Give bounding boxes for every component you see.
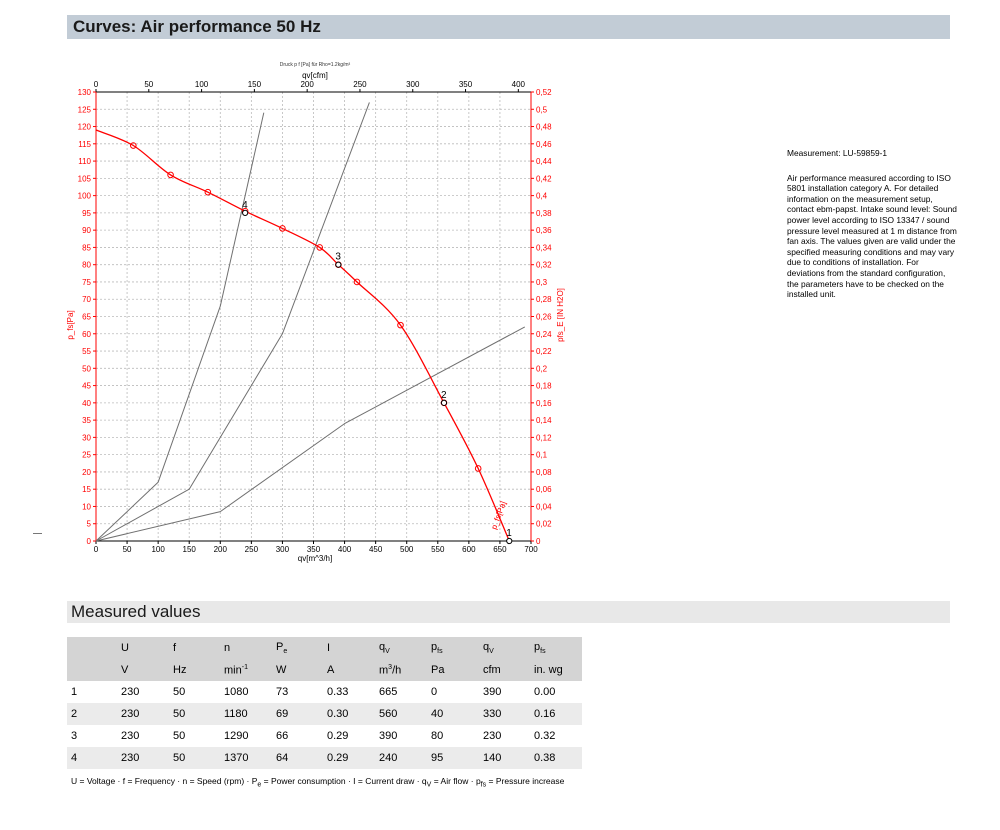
table-cell: 4	[67, 747, 117, 769]
y-left-tick-label: 115	[78, 139, 91, 149]
y-right-tick-label: 0,24	[536, 329, 552, 339]
y-right-tick-label: 0,48	[536, 122, 552, 132]
table-cell: 50	[169, 725, 220, 747]
operating-point-marker	[243, 210, 248, 215]
table-units-cell: $\min^{-1}$	[220, 659, 272, 681]
y-left-tick-label: 20	[82, 467, 91, 477]
y-right-tick-label: 0,46	[536, 139, 552, 149]
operating-point-label: 4	[242, 199, 248, 211]
y-left-tick-label: 80	[82, 260, 91, 270]
table-units-row	[67, 659, 582, 681]
y-right-tick-label: 0	[536, 537, 541, 546]
table-cell: 230	[117, 747, 169, 769]
table-cell: 230	[479, 725, 530, 747]
x-top-tick-label: 0	[93, 80, 99, 89]
y-right-tick-label: 0,06	[536, 485, 552, 495]
table-units-cell: in. wg	[530, 659, 582, 681]
measurement-id: Measurement: LU-59859-1	[787, 148, 888, 158]
table-cell: 0.29	[323, 725, 375, 747]
x-bottom-tick-label: 100	[151, 545, 165, 554]
y-left-tick-label: 95	[82, 208, 91, 218]
table-cell: 230	[117, 703, 169, 725]
y-left-tick-label: 100	[77, 191, 91, 201]
table-cell: 69	[272, 703, 323, 725]
y-left-tick-label: 125	[77, 105, 91, 115]
table-cell: 240	[375, 747, 427, 769]
table-cell: 0	[427, 681, 479, 703]
x-top-tick-label: 50	[144, 80, 154, 89]
y-left-tick-label: 45	[82, 381, 91, 391]
y-left-tick-label: 65	[82, 312, 91, 322]
y-left-axis-title: p_fs[Pa]	[66, 310, 75, 340]
main-curve-label: p_fs[Pa]	[489, 500, 508, 531]
y-left-tick-label: 90	[82, 226, 91, 236]
table-units-cell: W	[272, 659, 323, 681]
table-header-cell: $P_e$	[272, 637, 323, 659]
y-right-tick-label: 0,14	[536, 416, 552, 426]
table-cell: 140	[479, 747, 530, 769]
table-cell: 50	[169, 747, 220, 769]
x-bottom-tick-label: 500	[400, 545, 414, 554]
table-units-cell: A	[323, 659, 375, 681]
y-right-axis-title: pfs_E [IN H2O]	[556, 288, 565, 342]
table-cell: 230	[117, 681, 169, 703]
table-cell: 0.16	[530, 703, 582, 725]
x-top-tick-label: 400	[511, 80, 526, 89]
y-left-tick-label: 25	[82, 450, 91, 460]
table-cell: 0.00	[530, 681, 582, 703]
table-cell: 66	[272, 725, 323, 747]
x-bottom-tick-label: 450	[368, 545, 383, 554]
system-curve-line	[96, 102, 369, 541]
table-cell: 390	[479, 681, 530, 703]
table-units-cell	[67, 659, 117, 681]
x-top-tick-label: 300	[406, 80, 420, 89]
table-cell: 50	[169, 703, 220, 725]
table-cell: 0.38	[530, 747, 582, 769]
y-right-tick-label: 0,3	[536, 277, 548, 287]
table-units-cell: V	[117, 659, 169, 681]
operating-point-marker	[441, 400, 446, 405]
x-bottom-tick-label: 700	[524, 545, 538, 554]
chart-subtitle: Druck p f [Pa] für Rho=1.2kg/m³	[279, 62, 351, 68]
y-right-tick-label: 0,28	[536, 295, 552, 305]
y-right-tick-label: 0,08	[536, 467, 552, 477]
system-curve-line	[96, 113, 264, 541]
operating-point-label: 2	[441, 389, 447, 401]
table-units-cell: cfm	[479, 659, 530, 681]
x-bottom-tick-label: 50	[122, 545, 132, 554]
table-header-cell: n	[220, 637, 272, 659]
table-header-cell	[67, 637, 117, 659]
table-cell: 64	[272, 747, 323, 769]
y-left-tick-label: 35	[82, 416, 91, 426]
y-left-tick-label: 30	[82, 433, 91, 443]
operating-point-marker	[507, 538, 512, 543]
y-right-tick-label: 0,36	[536, 226, 552, 236]
table-cell: 1	[67, 681, 117, 703]
measurement-note	[787, 148, 957, 300]
y-left-tick-label: 60	[82, 329, 91, 339]
y-left-tick-label: 15	[82, 485, 91, 495]
y-left-tick-label: 0	[86, 537, 91, 546]
measured-values-bar	[67, 601, 950, 623]
table-cell: 1080	[220, 681, 272, 703]
y-right-tick-label: 0,42	[536, 174, 552, 184]
operating-point-marker	[336, 262, 341, 267]
x-bottom-tick-label: 200	[213, 545, 227, 554]
table-cell: 560	[375, 703, 427, 725]
main-curve-line	[96, 130, 509, 541]
y-left-tick-label: 55	[82, 347, 91, 357]
y-left-tick-label: 5	[86, 519, 91, 529]
y-right-tick-label: 0,44	[536, 157, 552, 167]
x-bottom-tick-label: 350	[306, 545, 321, 554]
table-cell: 1180	[220, 703, 272, 725]
y-right-tick-label: 0,38	[536, 208, 552, 218]
y-right-tick-label: 0,32	[536, 260, 552, 270]
table-cell: 1290	[220, 725, 272, 747]
x-top-tick-label: 150	[247, 80, 262, 89]
x-top-tick-label: 200	[300, 80, 314, 89]
y-left-tick-label: 70	[82, 295, 91, 305]
fan-curve-chart	[0, 50, 565, 580]
y-right-tick-label: 0,16	[536, 398, 552, 408]
y-right-tick-label: 0,26	[536, 312, 552, 322]
x-top-tick-label: 250	[353, 80, 367, 89]
table-header-cell: $q_V$	[479, 637, 530, 659]
table-units-cell: Hz	[169, 659, 220, 681]
y-left-tick-label: 40	[82, 398, 91, 408]
y-right-tick-label: 0,34	[536, 243, 552, 253]
table-row	[67, 725, 582, 747]
table-cell: 73	[272, 681, 323, 703]
y-left-tick-label: 50	[82, 364, 91, 374]
x-top-tick-label: 100	[194, 80, 209, 89]
x-bottom-tick-label: 600	[462, 545, 476, 554]
y-right-tick-label: 0,2	[536, 364, 548, 374]
x-bottom-tick-label: 0	[93, 545, 99, 554]
x-bottom-tick-label: 300	[275, 545, 290, 554]
table-units-cell: $m^3/h$	[375, 659, 427, 681]
y-left-tick-label: 130	[77, 88, 91, 97]
table-cell: 3	[67, 725, 117, 747]
x-bottom-tick-label: 550	[431, 545, 445, 554]
x-bottom-tick-label: 150	[182, 545, 196, 554]
table-row	[67, 747, 582, 769]
table-cell: 95	[427, 747, 479, 769]
y-right-tick-label: 0,5	[536, 105, 548, 115]
margin-dash	[33, 533, 42, 534]
table-header-cell: f	[169, 637, 220, 659]
table-cell: 665	[375, 681, 427, 703]
y-left-tick-label: 85	[82, 243, 91, 253]
table-footnote: U = Voltage · f = Frequency · n = Speed $(rpm) \cdot P_e$ = Power consumption · I = Current draw · $q_V$ = Air flow · $p_{fs}$ = Pressure increase	[71, 776, 565, 789]
y-left-tick-label: 105	[77, 174, 91, 184]
table-header-cell: I	[323, 637, 375, 659]
y-left-tick-label: 10	[82, 502, 91, 512]
table-header-cell: $q_V$	[375, 637, 427, 659]
measured-values-title: Measured values	[71, 602, 201, 621]
x-top-tick-label: 350	[458, 80, 473, 89]
x-bottom-tick-label: 400	[337, 545, 352, 554]
measurement-description: Air performance measured according to ISO 5801 installation category A. For detailed information on the measurement setup, contact ebm-papst. Intake sound level: Sound power level according to ISO 13347 / sound pressure level measured at 1 m distance from fan axis. The values given are valid under the specified measuring conditions and may vary due to conditions of installation. For deviations from the standard configuration, the parameters have to be checked on the installed unit.	[787, 172, 957, 300]
table-header-row	[67, 637, 582, 659]
measured-values-table	[67, 637, 582, 769]
operating-point-label: 3	[335, 251, 341, 263]
table-header-cell: $p_{fs}$	[427, 637, 479, 659]
table-cell: 0.29	[323, 747, 375, 769]
x-bottom-tick-label: 650	[493, 545, 507, 554]
table-row	[67, 703, 582, 725]
table-cell: 230	[117, 725, 169, 747]
y-right-tick-label: 0,02	[536, 519, 552, 529]
y-right-tick-label: 0,1	[536, 450, 548, 460]
table-cell: 330	[479, 703, 530, 725]
x-bottom-tick-label: 250	[244, 545, 259, 554]
table-row	[67, 681, 582, 703]
y-left-tick-label: 110	[78, 157, 91, 167]
y-left-tick-label: 75	[82, 277, 91, 287]
table-cell: 2	[67, 703, 117, 725]
table-cell: 50	[169, 681, 220, 703]
table-cell: 1370	[220, 747, 272, 769]
table-header-cell: $p_{fs}$	[530, 637, 582, 659]
y-right-tick-label: 0,18	[536, 381, 552, 391]
y-right-tick-label: 0,04	[536, 502, 552, 512]
y-right-tick-label: 0,22	[536, 347, 552, 357]
table-cell: 80	[427, 725, 479, 747]
x-bottom-axis-title: qv[m^3/h]	[297, 554, 333, 563]
table-units-cell: Pa	[427, 659, 479, 681]
table-cell: 0.33	[323, 681, 375, 703]
y-right-tick-label: 0,4	[536, 191, 548, 201]
table-cell: 0.32	[530, 725, 582, 747]
page-title: Curves: Air performance 50 Hz	[73, 17, 321, 36]
header-bar	[67, 15, 950, 39]
table-cell: 0.30	[323, 703, 375, 725]
operating-point-label: 1	[506, 528, 512, 539]
x-top-axis-title: qv[cfm]	[302, 71, 328, 80]
y-left-tick-label: 120	[77, 122, 91, 132]
y-right-tick-label: 0,52	[536, 88, 552, 97]
table-header-cell: U	[117, 637, 169, 659]
y-right-tick-label: 0,12	[536, 433, 552, 443]
table-cell: 390	[375, 725, 427, 747]
table-cell: 40	[427, 703, 479, 725]
